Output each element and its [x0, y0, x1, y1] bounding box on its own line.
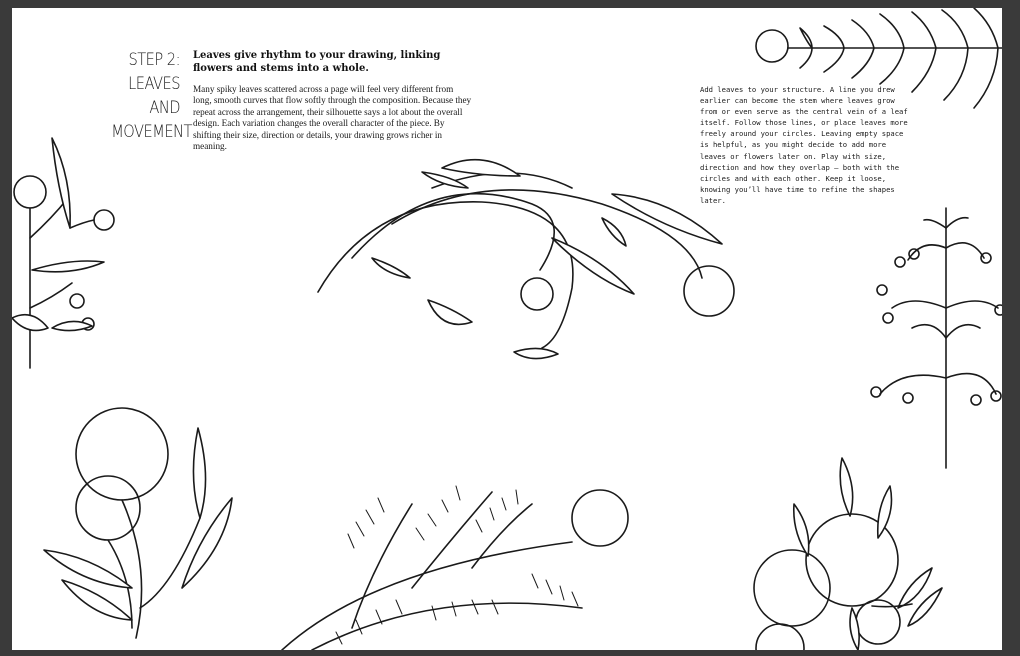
- right-branch-illustration: [871, 208, 1002, 468]
- section-heading: Leaves give rhythm to your drawing, linking flowers and stems into a whole.: [193, 50, 441, 74]
- sidebar-instructions: Add leaves to your structure. A line you drew earlier can become the stem where leaves grow from or even serve as the central vein of a leaf itself. Follow those lines, or place leaves more freely around your circles. Leaving empty space is helpful, as you might decide to add more leaves or flowers later on. Play with size, direction and how they overlap – both with the circles and with each other. Keep it loose, knowing you’ll have time to refine the shapes later.: [700, 85, 908, 205]
- step-title: [111, 48, 192, 144]
- step-title-line2: LEAVES AND: [128, 74, 180, 118]
- bottom-right-flowers-illustration: [754, 458, 942, 650]
- center-swirl-illustration: [318, 160, 734, 359]
- bottom-fern-illustration: [282, 486, 628, 650]
- left-stem-illustration: [12, 138, 114, 368]
- book-page: [12, 8, 1002, 650]
- step-title-line3: MOVEMENT: [111, 122, 192, 142]
- bottom-left-circles-illustration: [44, 408, 232, 638]
- step-title-line1: STEP 2:: [128, 50, 180, 70]
- body-paragraph: Many spiky leaves scattered across a page will feel very different from long, smooth curves that flow softly through the composition. Because they repeat across the arrangement, their silhouette says a lot about the overall design. Each variation changes the overall character of the piece. By shifting their size, direction or details, your drawing grows richer in meaning.: [193, 84, 472, 152]
